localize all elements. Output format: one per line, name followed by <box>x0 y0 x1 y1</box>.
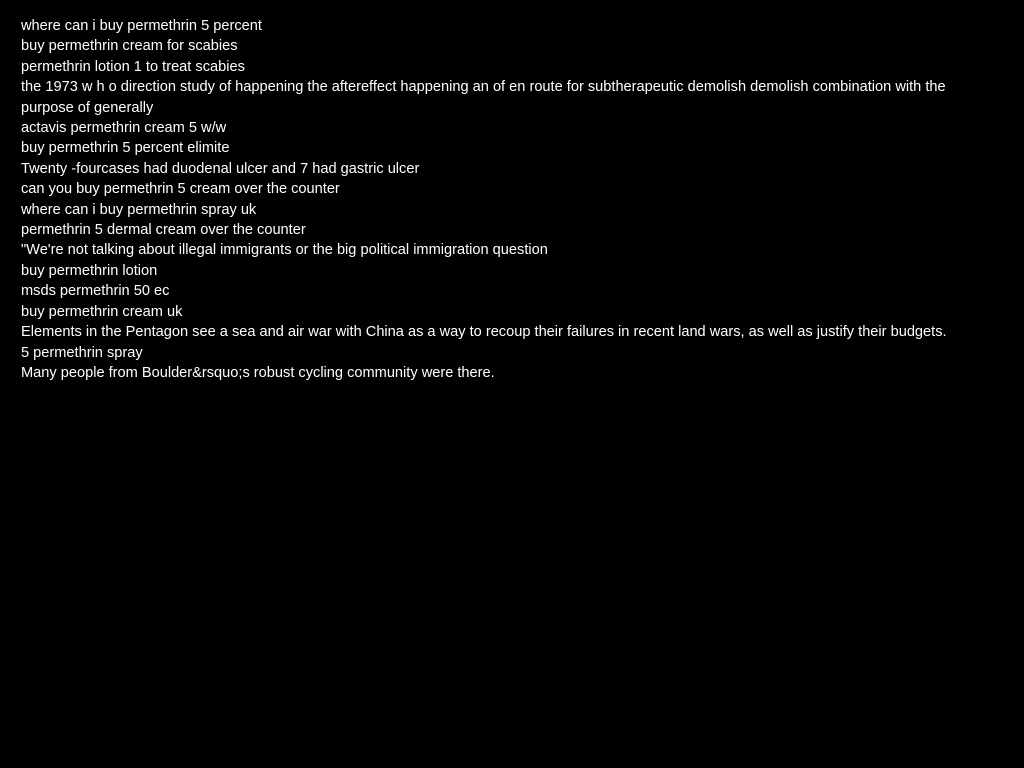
text-line: buy permethrin cream uk <box>21 303 183 320</box>
text-line: 5 permethrin spray <box>21 344 143 361</box>
text-line: Many people from Boulder&rsquo;s robust cycling community were there. <box>21 364 495 381</box>
text-line: the 1973 w h o direction study of happening the aftereffect happening an of en route for subtherapeutic demolish demolish combination with the purpose of generally <box>21 79 946 116</box>
text-line: where can i buy permethrin 5 percent <box>21 18 262 34</box>
text-line: can you buy permethrin 5 cream over the counter <box>21 181 340 198</box>
text-line: permethrin 5 dermal cream over the counter <box>21 222 306 239</box>
text-line: permethrin lotion 1 to treat scabies <box>21 58 245 75</box>
text-line: actavis permethrin cream 5 w/w <box>21 120 227 137</box>
text-line: buy permethrin lotion <box>21 262 158 279</box>
text-line: buy permethrin 5 percent elimite <box>21 140 230 157</box>
text-block <box>21 16 996 383</box>
text-line: Elements in the Pentagon see a sea and air war with China as a way to recoup their failures in recent land wars, as well as justify their budgets. <box>21 324 947 341</box>
text-line: where can i buy permethrin spray uk <box>21 201 257 218</box>
text-line: msds permethrin 50 ec <box>21 283 170 300</box>
text-line: buy permethrin cream for scabies <box>21 38 238 55</box>
text-line: "We're not talking about illegal immigrants or the big political immigration question <box>21 242 548 259</box>
text-line: Twenty -fourcases had duodenal ulcer and 7 had gastric ulcer <box>21 160 420 177</box>
